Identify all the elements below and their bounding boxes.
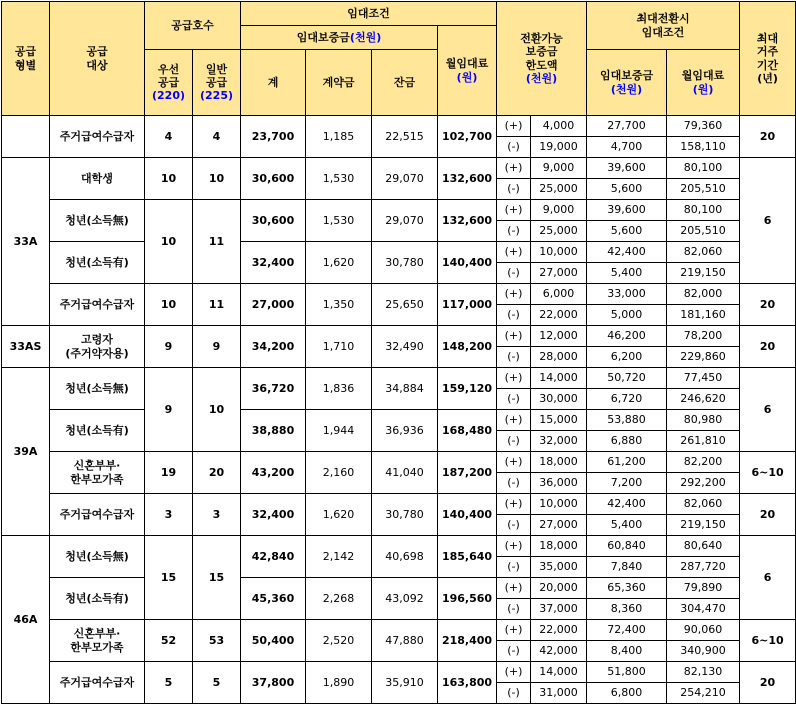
- deposit-total-cell: 32,400: [241, 242, 306, 284]
- header-general-label: 일반 공급: [205, 62, 228, 89]
- header-convertible-unit: (천원): [525, 71, 558, 85]
- header-priority-label: 우선 공급: [157, 62, 180, 89]
- conversion-limit-cell: 35,000: [531, 557, 587, 578]
- header-conv-rent-unit: (원): [692, 82, 714, 96]
- converted-rent-cell: 254,210: [667, 683, 740, 704]
- monthly-rent-cell: 132,600: [438, 200, 497, 242]
- table-row: [2, 494, 796, 515]
- header-balance: 잔금: [372, 50, 438, 116]
- conversion-sign-cell: (-): [497, 515, 531, 536]
- converted-rent-cell: 82,200: [667, 452, 740, 473]
- header-max-conversion: 최대전환시 임대조건: [587, 2, 740, 50]
- table-row: [2, 284, 796, 305]
- max-period-cell: 6: [740, 368, 796, 452]
- monthly-rent-cell: 168,480: [438, 410, 497, 452]
- conversion-sign-cell: (-): [497, 599, 531, 620]
- deposit-total-cell: 34,200: [241, 326, 306, 368]
- conversion-sign-cell: (-): [497, 641, 531, 662]
- conversion-limit-cell: 22,000: [531, 620, 587, 641]
- table-row: [2, 116, 796, 137]
- deposit-contract-cell: 1,710: [306, 326, 372, 368]
- converted-deposit-cell: 4,700: [587, 137, 667, 158]
- converted-rent-cell: 158,110: [667, 137, 740, 158]
- general-supply-cell: 15: [193, 536, 241, 620]
- deposit-balance-cell: 30,780: [372, 494, 438, 536]
- supply-target-cell: 대학생: [50, 158, 145, 200]
- converted-rent-cell: 261,810: [667, 431, 740, 452]
- converted-rent-cell: 229,860: [667, 347, 740, 368]
- conversion-sign-cell: (-): [497, 347, 531, 368]
- converted-deposit-cell: 27,700: [587, 116, 667, 137]
- deposit-balance-cell: 29,070: [372, 200, 438, 242]
- deposit-contract-cell: 1,944: [306, 410, 372, 452]
- priority-supply-cell: 5: [145, 662, 193, 704]
- header-contract: 계약금: [306, 50, 372, 116]
- converted-rent-cell: 82,130: [667, 662, 740, 683]
- priority-supply-cell: 10: [145, 284, 193, 326]
- deposit-total-cell: 23,700: [241, 116, 306, 158]
- converted-deposit-cell: 5,400: [587, 263, 667, 284]
- monthly-rent-cell: 196,560: [438, 578, 497, 620]
- table-row: [2, 620, 796, 641]
- conversion-limit-cell: 32,000: [531, 431, 587, 452]
- deposit-balance-cell: 41,040: [372, 452, 438, 494]
- supply-target-cell: 주거급여수급자: [50, 116, 145, 158]
- conversion-limit-cell: 9,000: [531, 200, 587, 221]
- priority-supply-cell: 9: [145, 368, 193, 452]
- deposit-contract-cell: 1,350: [306, 284, 372, 326]
- deposit-contract-cell: 1,620: [306, 494, 372, 536]
- deposit-balance-cell: 35,910: [372, 662, 438, 704]
- converted-rent-cell: 246,620: [667, 389, 740, 410]
- table-row: [2, 368, 796, 389]
- deposit-contract-cell: 1,530: [306, 200, 372, 242]
- header-convertible-label: 전환가능 보증금 한도액: [520, 32, 563, 72]
- conversion-sign-cell: (+): [497, 452, 531, 473]
- conversion-limit-cell: 25,000: [531, 179, 587, 200]
- priority-supply-cell: 3: [145, 494, 193, 536]
- general-supply-cell: 5: [193, 662, 241, 704]
- deposit-balance-cell: 36,936: [372, 410, 438, 452]
- supply-type-cell: 33A: [2, 158, 50, 326]
- deposit-total-cell: 45,360: [241, 578, 306, 620]
- header-general-total: (225): [199, 89, 234, 103]
- conversion-sign-cell: (-): [497, 179, 531, 200]
- converted-deposit-cell: 46,200: [587, 326, 667, 347]
- deposit-contract-cell: 1,620: [306, 242, 372, 284]
- supply-target-cell: 고령자 (주거약자용): [50, 326, 145, 368]
- deposit-contract-cell: 2,142: [306, 536, 372, 578]
- converted-rent-cell: 82,060: [667, 494, 740, 515]
- conversion-limit-cell: 14,000: [531, 662, 587, 683]
- converted-rent-cell: 181,160: [667, 305, 740, 326]
- monthly-rent-cell: 148,200: [438, 326, 497, 368]
- conversion-limit-cell: 28,000: [531, 347, 587, 368]
- conversion-limit-cell: 15,000: [531, 410, 587, 431]
- converted-rent-cell: 80,100: [667, 200, 740, 221]
- table-row: [2, 158, 796, 179]
- conversion-sign-cell: (-): [497, 683, 531, 704]
- header-conv-deposit-unit: (천원): [610, 82, 643, 96]
- max-period-cell: 20: [740, 116, 796, 158]
- converted-deposit-cell: 51,800: [587, 662, 667, 683]
- conversion-sign-cell: (+): [497, 578, 531, 599]
- conversion-sign-cell: (+): [497, 200, 531, 221]
- converted-deposit-cell: 6,800: [587, 683, 667, 704]
- header-deposit: [241, 26, 438, 50]
- supply-target-cell: 청년(소득有): [50, 410, 145, 452]
- converted-rent-cell: 219,150: [667, 515, 740, 536]
- priority-supply-cell: 15: [145, 536, 193, 620]
- header-supply-target: 공급 대상: [50, 2, 145, 116]
- deposit-balance-cell: 30,780: [372, 242, 438, 284]
- priority-supply-cell: 10: [145, 200, 193, 284]
- conversion-limit-cell: 4,000: [531, 116, 587, 137]
- supply-target-cell: 신혼부부· 한부모가족: [50, 620, 145, 662]
- conversion-limit-cell: 18,000: [531, 452, 587, 473]
- converted-deposit-cell: 8,360: [587, 599, 667, 620]
- converted-deposit-cell: 6,200: [587, 347, 667, 368]
- monthly-rent-cell: 187,200: [438, 452, 497, 494]
- supply-target-cell: 청년(소득有): [50, 242, 145, 284]
- converted-deposit-cell: 5,600: [587, 221, 667, 242]
- supply-target-cell: 주거급여수급자: [50, 284, 145, 326]
- header-priority: [145, 50, 193, 116]
- header-max-period-unit: (년): [757, 71, 778, 85]
- max-period-cell: 20: [740, 284, 796, 326]
- table-row: [2, 662, 796, 683]
- header-lease-terms: 임대조건: [241, 2, 497, 26]
- deposit-balance-cell: 25,650: [372, 284, 438, 326]
- conversion-limit-cell: 42,000: [531, 641, 587, 662]
- converted-rent-cell: 78,200: [667, 326, 740, 347]
- conversion-limit-cell: 19,000: [531, 137, 587, 158]
- conversion-limit-cell: 18,000: [531, 536, 587, 557]
- table-row: [2, 452, 796, 473]
- converted-rent-cell: 82,060: [667, 242, 740, 263]
- general-supply-cell: 53: [193, 620, 241, 662]
- conversion-sign-cell: (-): [497, 305, 531, 326]
- header-conv-deposit-label: 임대보증금: [599, 69, 654, 83]
- max-period-cell: 20: [740, 326, 796, 368]
- deposit-contract-cell: 2,160: [306, 452, 372, 494]
- lease-conditions-table: [1, 1, 796, 704]
- converted-deposit-cell: 65,360: [587, 578, 667, 599]
- converted-deposit-cell: 6,720: [587, 389, 667, 410]
- conversion-limit-cell: 20,000: [531, 578, 587, 599]
- supply-target-cell: 청년(소득無): [50, 368, 145, 410]
- max-period-cell: 6~10: [740, 620, 796, 662]
- conversion-sign-cell: (-): [497, 221, 531, 242]
- deposit-balance-cell: 32,490: [372, 326, 438, 368]
- converted-deposit-cell: 39,600: [587, 158, 667, 179]
- priority-supply-cell: 4: [145, 116, 193, 158]
- conversion-sign-cell: (+): [497, 620, 531, 641]
- conversion-sign-cell: (-): [497, 389, 531, 410]
- deposit-total-cell: 36,720: [241, 368, 306, 410]
- general-supply-cell: 11: [193, 284, 241, 326]
- converted-rent-cell: 77,450: [667, 368, 740, 389]
- conversion-sign-cell: (+): [497, 242, 531, 263]
- deposit-balance-cell: 34,884: [372, 368, 438, 410]
- supply-target-cell: 신혼부부· 한부모가족: [50, 452, 145, 494]
- conversion-limit-cell: 25,000: [531, 221, 587, 242]
- supply-type-cell: 39A: [2, 368, 50, 536]
- deposit-balance-cell: 29,070: [372, 158, 438, 200]
- converted-deposit-cell: 42,400: [587, 242, 667, 263]
- converted-deposit-cell: 6,880: [587, 431, 667, 452]
- conversion-limit-cell: 27,000: [531, 263, 587, 284]
- deposit-balance-cell: 47,880: [372, 620, 438, 662]
- conversion-sign-cell: (-): [497, 473, 531, 494]
- general-supply-cell: 3: [193, 494, 241, 536]
- header-monthly-rent-unit: (원): [456, 70, 478, 84]
- deposit-contract-cell: 2,520: [306, 620, 372, 662]
- conversion-sign-cell: (+): [497, 410, 531, 431]
- deposit-total-cell: 30,600: [241, 200, 306, 242]
- general-supply-cell: 4: [193, 116, 241, 158]
- table-row: [2, 410, 796, 431]
- converted-rent-cell: 90,060: [667, 620, 740, 641]
- monthly-rent-cell: 163,800: [438, 662, 497, 704]
- header-deposit-label: 임대보증금: [296, 30, 350, 44]
- converted-rent-cell: 80,100: [667, 158, 740, 179]
- deposit-total-cell: 50,400: [241, 620, 306, 662]
- deposit-balance-cell: 40,698: [372, 536, 438, 578]
- converted-rent-cell: 304,470: [667, 599, 740, 620]
- deposit-balance-cell: 22,515: [372, 116, 438, 158]
- converted-deposit-cell: 72,400: [587, 620, 667, 641]
- converted-deposit-cell: 61,200: [587, 452, 667, 473]
- max-period-cell: 6: [740, 158, 796, 284]
- header-monthly-rent-label: 월임대료: [445, 57, 489, 71]
- header-monthly-rent: [438, 26, 497, 116]
- max-period-cell: 6~10: [740, 452, 796, 494]
- converted-rent-cell: 79,360: [667, 116, 740, 137]
- converted-deposit-cell: 53,880: [587, 410, 667, 431]
- header-max-period-label: 최대 거주 기간: [756, 32, 779, 72]
- converted-rent-cell: 292,200: [667, 473, 740, 494]
- supply-type-cell: 33AS: [2, 326, 50, 368]
- supply-target-cell: 청년(소득有): [50, 578, 145, 620]
- priority-supply-cell: 19: [145, 452, 193, 494]
- table-row: [2, 536, 796, 557]
- priority-supply-cell: 9: [145, 326, 193, 368]
- deposit-contract-cell: 1,836: [306, 368, 372, 410]
- conversion-sign-cell: (-): [497, 263, 531, 284]
- conversion-limit-cell: 10,000: [531, 242, 587, 263]
- conversion-limit-cell: 12,000: [531, 326, 587, 347]
- header-conv-deposit: [587, 50, 667, 116]
- general-supply-cell: 11: [193, 200, 241, 284]
- converted-rent-cell: 80,980: [667, 410, 740, 431]
- general-supply-cell: 20: [193, 452, 241, 494]
- converted-deposit-cell: 50,720: [587, 368, 667, 389]
- conversion-sign-cell: (+): [497, 536, 531, 557]
- converted-deposit-cell: 42,400: [587, 494, 667, 515]
- monthly-rent-cell: 218,400: [438, 620, 497, 662]
- deposit-total-cell: 38,880: [241, 410, 306, 452]
- converted-deposit-cell: 33,000: [587, 284, 667, 305]
- header-priority-total: (220): [151, 89, 186, 103]
- conversion-sign-cell: (+): [497, 158, 531, 179]
- conversion-limit-cell: 30,000: [531, 389, 587, 410]
- deposit-total-cell: 32,400: [241, 494, 306, 536]
- supply-target-cell: 주거급여수급자: [50, 494, 145, 536]
- table-row: [2, 242, 796, 263]
- max-period-cell: 20: [740, 662, 796, 704]
- general-supply-cell: 10: [193, 368, 241, 452]
- converted-rent-cell: 79,890: [667, 578, 740, 599]
- general-supply-cell: 10: [193, 158, 241, 200]
- monthly-rent-cell: 102,700: [438, 116, 497, 158]
- monthly-rent-cell: 185,640: [438, 536, 497, 578]
- converted-deposit-cell: 39,600: [587, 200, 667, 221]
- monthly-rent-cell: 140,400: [438, 242, 497, 284]
- header-general: [193, 50, 241, 116]
- converted-rent-cell: 287,720: [667, 557, 740, 578]
- monthly-rent-cell: 132,600: [438, 158, 497, 200]
- supply-type-cell: [2, 116, 50, 158]
- converted-rent-cell: 82,000: [667, 284, 740, 305]
- conversion-limit-cell: 10,000: [531, 494, 587, 515]
- converted-deposit-cell: 7,200: [587, 473, 667, 494]
- header-supply-units: 공급호수: [145, 2, 241, 50]
- table-row: [2, 578, 796, 599]
- converted-deposit-cell: 8,400: [587, 641, 667, 662]
- converted-deposit-cell: 5,000: [587, 305, 667, 326]
- table-row: [2, 326, 796, 347]
- converted-rent-cell: 205,510: [667, 179, 740, 200]
- conversion-sign-cell: (+): [497, 326, 531, 347]
- deposit-total-cell: 27,000: [241, 284, 306, 326]
- max-period-cell: 20: [740, 494, 796, 536]
- conversion-sign-cell: (-): [497, 557, 531, 578]
- deposit-contract-cell: 1,530: [306, 158, 372, 200]
- converted-rent-cell: 219,150: [667, 263, 740, 284]
- general-supply-cell: 9: [193, 326, 241, 368]
- converted-rent-cell: 205,510: [667, 221, 740, 242]
- conversion-limit-cell: 31,000: [531, 683, 587, 704]
- conversion-sign-cell: (+): [497, 368, 531, 389]
- deposit-total-cell: 43,200: [241, 452, 306, 494]
- monthly-rent-cell: 117,000: [438, 284, 497, 326]
- deposit-total-cell: 42,840: [241, 536, 306, 578]
- header-total: 계: [241, 50, 306, 116]
- table-row: [2, 200, 796, 221]
- header-conv-rent: [667, 50, 740, 116]
- supply-target-cell: 주거급여수급자: [50, 662, 145, 704]
- converted-rent-cell: 80,640: [667, 536, 740, 557]
- monthly-rent-cell: 159,120: [438, 368, 497, 410]
- conversion-limit-cell: 6,000: [531, 284, 587, 305]
- conversion-sign-cell: (+): [497, 284, 531, 305]
- monthly-rent-cell: 140,400: [438, 494, 497, 536]
- converted-deposit-cell: 5,600: [587, 179, 667, 200]
- header-max-period: [740, 2, 796, 116]
- supply-target-cell: 청년(소득無): [50, 536, 145, 578]
- conversion-limit-cell: 14,000: [531, 368, 587, 389]
- conversion-sign-cell: (+): [497, 662, 531, 683]
- max-period-cell: 6: [740, 536, 796, 620]
- converted-deposit-cell: 60,840: [587, 536, 667, 557]
- header-deposit-unit: (천원): [349, 30, 382, 44]
- header-convertible-limit: [497, 2, 587, 116]
- deposit-contract-cell: 1,890: [306, 662, 372, 704]
- conversion-limit-cell: 27,000: [531, 515, 587, 536]
- priority-supply-cell: 52: [145, 620, 193, 662]
- header-supply-type: 공급 형별: [2, 2, 50, 116]
- deposit-contract-cell: 2,268: [306, 578, 372, 620]
- header-conv-rent-label: 월임대료: [681, 69, 725, 83]
- supply-target-cell: 청년(소득無): [50, 200, 145, 242]
- deposit-balance-cell: 43,092: [372, 578, 438, 620]
- conversion-limit-cell: 37,000: [531, 599, 587, 620]
- converted-deposit-cell: 7,840: [587, 557, 667, 578]
- conversion-sign-cell: (-): [497, 431, 531, 452]
- conversion-limit-cell: 22,000: [531, 305, 587, 326]
- converted-rent-cell: 340,900: [667, 641, 740, 662]
- converted-deposit-cell: 5,400: [587, 515, 667, 536]
- deposit-total-cell: 37,800: [241, 662, 306, 704]
- conversion-sign-cell: (-): [497, 137, 531, 158]
- conversion-limit-cell: 36,000: [531, 473, 587, 494]
- conversion-sign-cell: (+): [497, 116, 531, 137]
- conversion-limit-cell: 9,000: [531, 158, 587, 179]
- deposit-total-cell: 30,600: [241, 158, 306, 200]
- deposit-contract-cell: 1,185: [306, 116, 372, 158]
- supply-type-cell: 46A: [2, 536, 50, 704]
- conversion-sign-cell: (+): [497, 494, 531, 515]
- priority-supply-cell: 10: [145, 158, 193, 200]
